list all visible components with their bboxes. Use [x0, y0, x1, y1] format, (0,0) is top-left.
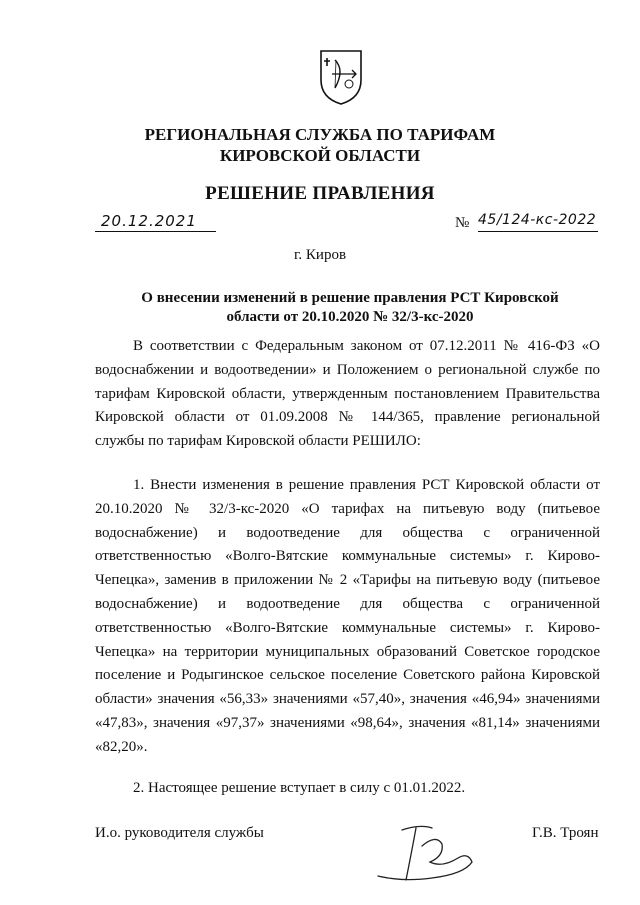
text-line: области» значения «56,33» значениями «57,40», значения «46,94» значениями [95, 691, 600, 708]
paragraph-item-1 [95, 474, 600, 760]
handwritten-signature [372, 822, 482, 888]
text-line: водоснабжение) и водоотведение для общества с ограниченной [95, 524, 600, 541]
text-line: поселение и Родыгинское сельское поселение Советского района Кировской [95, 667, 600, 684]
signatory-position: И.о. руководителя службы [95, 825, 264, 841]
text-line: 1. Внести изменения в решение правления РСТ Кировской области от [133, 477, 600, 493]
text-line: водоснабжении и водоотведении» и Положением о региональной службе по [95, 361, 600, 378]
subject-line1: О внесении изменений в решение правления РСТ Кировской [141, 290, 559, 306]
coat-of-arms-emblem [318, 48, 364, 106]
document-number: 45/124-кс-2022 [478, 212, 598, 232]
paragraph-item-2 [95, 777, 600, 801]
subject-line2: области от 20.10.2020 № 32/3-кс-2020 [226, 309, 474, 325]
text-line: водоснабжение) и водоотведение для общества с ограниченной [95, 595, 600, 612]
agency-name-line2: КИРОВСКОЙ ОБЛАСТИ [219, 146, 421, 165]
text-line: В соответствии с Федеральным законом от 07.12.2011 № 416-ФЗ «О [133, 338, 600, 354]
text-line: Чепецка» на территории муниципальных образований Советское городское [95, 643, 600, 660]
text-line: 20.10.2020 № 32/3-кс-2020 «О тарифах на питьевую воду (питьевое [95, 500, 600, 517]
paragraph-preamble [95, 335, 600, 454]
text-line: тарифам Кировской области, утвержденным постановлением Правительства [95, 385, 600, 402]
document-title: РЕШЕНИЕ ПРАВЛЕНИЯ [205, 183, 435, 204]
agency-name-line1: РЕГИОНАЛЬНАЯ СЛУЖБА ПО ТАРИФАМ [144, 125, 496, 144]
text-line: Кировской области от 01.09.2008 № 144/365, правление региональной [95, 409, 600, 426]
text-line: Чепецка», заменив в приложении № 2 «Тарифы на питьевую воду (питьевое [95, 572, 600, 589]
text-line: службы по тарифам Кировской области РЕШИЛО: [95, 433, 421, 450]
signatory-name: Г.В. Троян [532, 825, 599, 841]
text-line: «82,20». [95, 738, 148, 755]
document-date: 20.12.2021 [95, 212, 216, 232]
text-line: 2. Настоящее решение вступает в силу с 01.01.2022. [133, 780, 466, 796]
text-line: ответственностью «Волго-Вятские коммунальные системы» г. Кирово- [95, 619, 600, 636]
city: г. Киров [293, 247, 347, 263]
text-line: «47,83», значения «97,37» значениями «98,64», значения «81,14» значениями [95, 714, 600, 731]
number-sign: № [455, 215, 470, 231]
text-line: ответственностью «Волго-Вятские коммунальные системы» г. Кирово- [95, 548, 600, 565]
